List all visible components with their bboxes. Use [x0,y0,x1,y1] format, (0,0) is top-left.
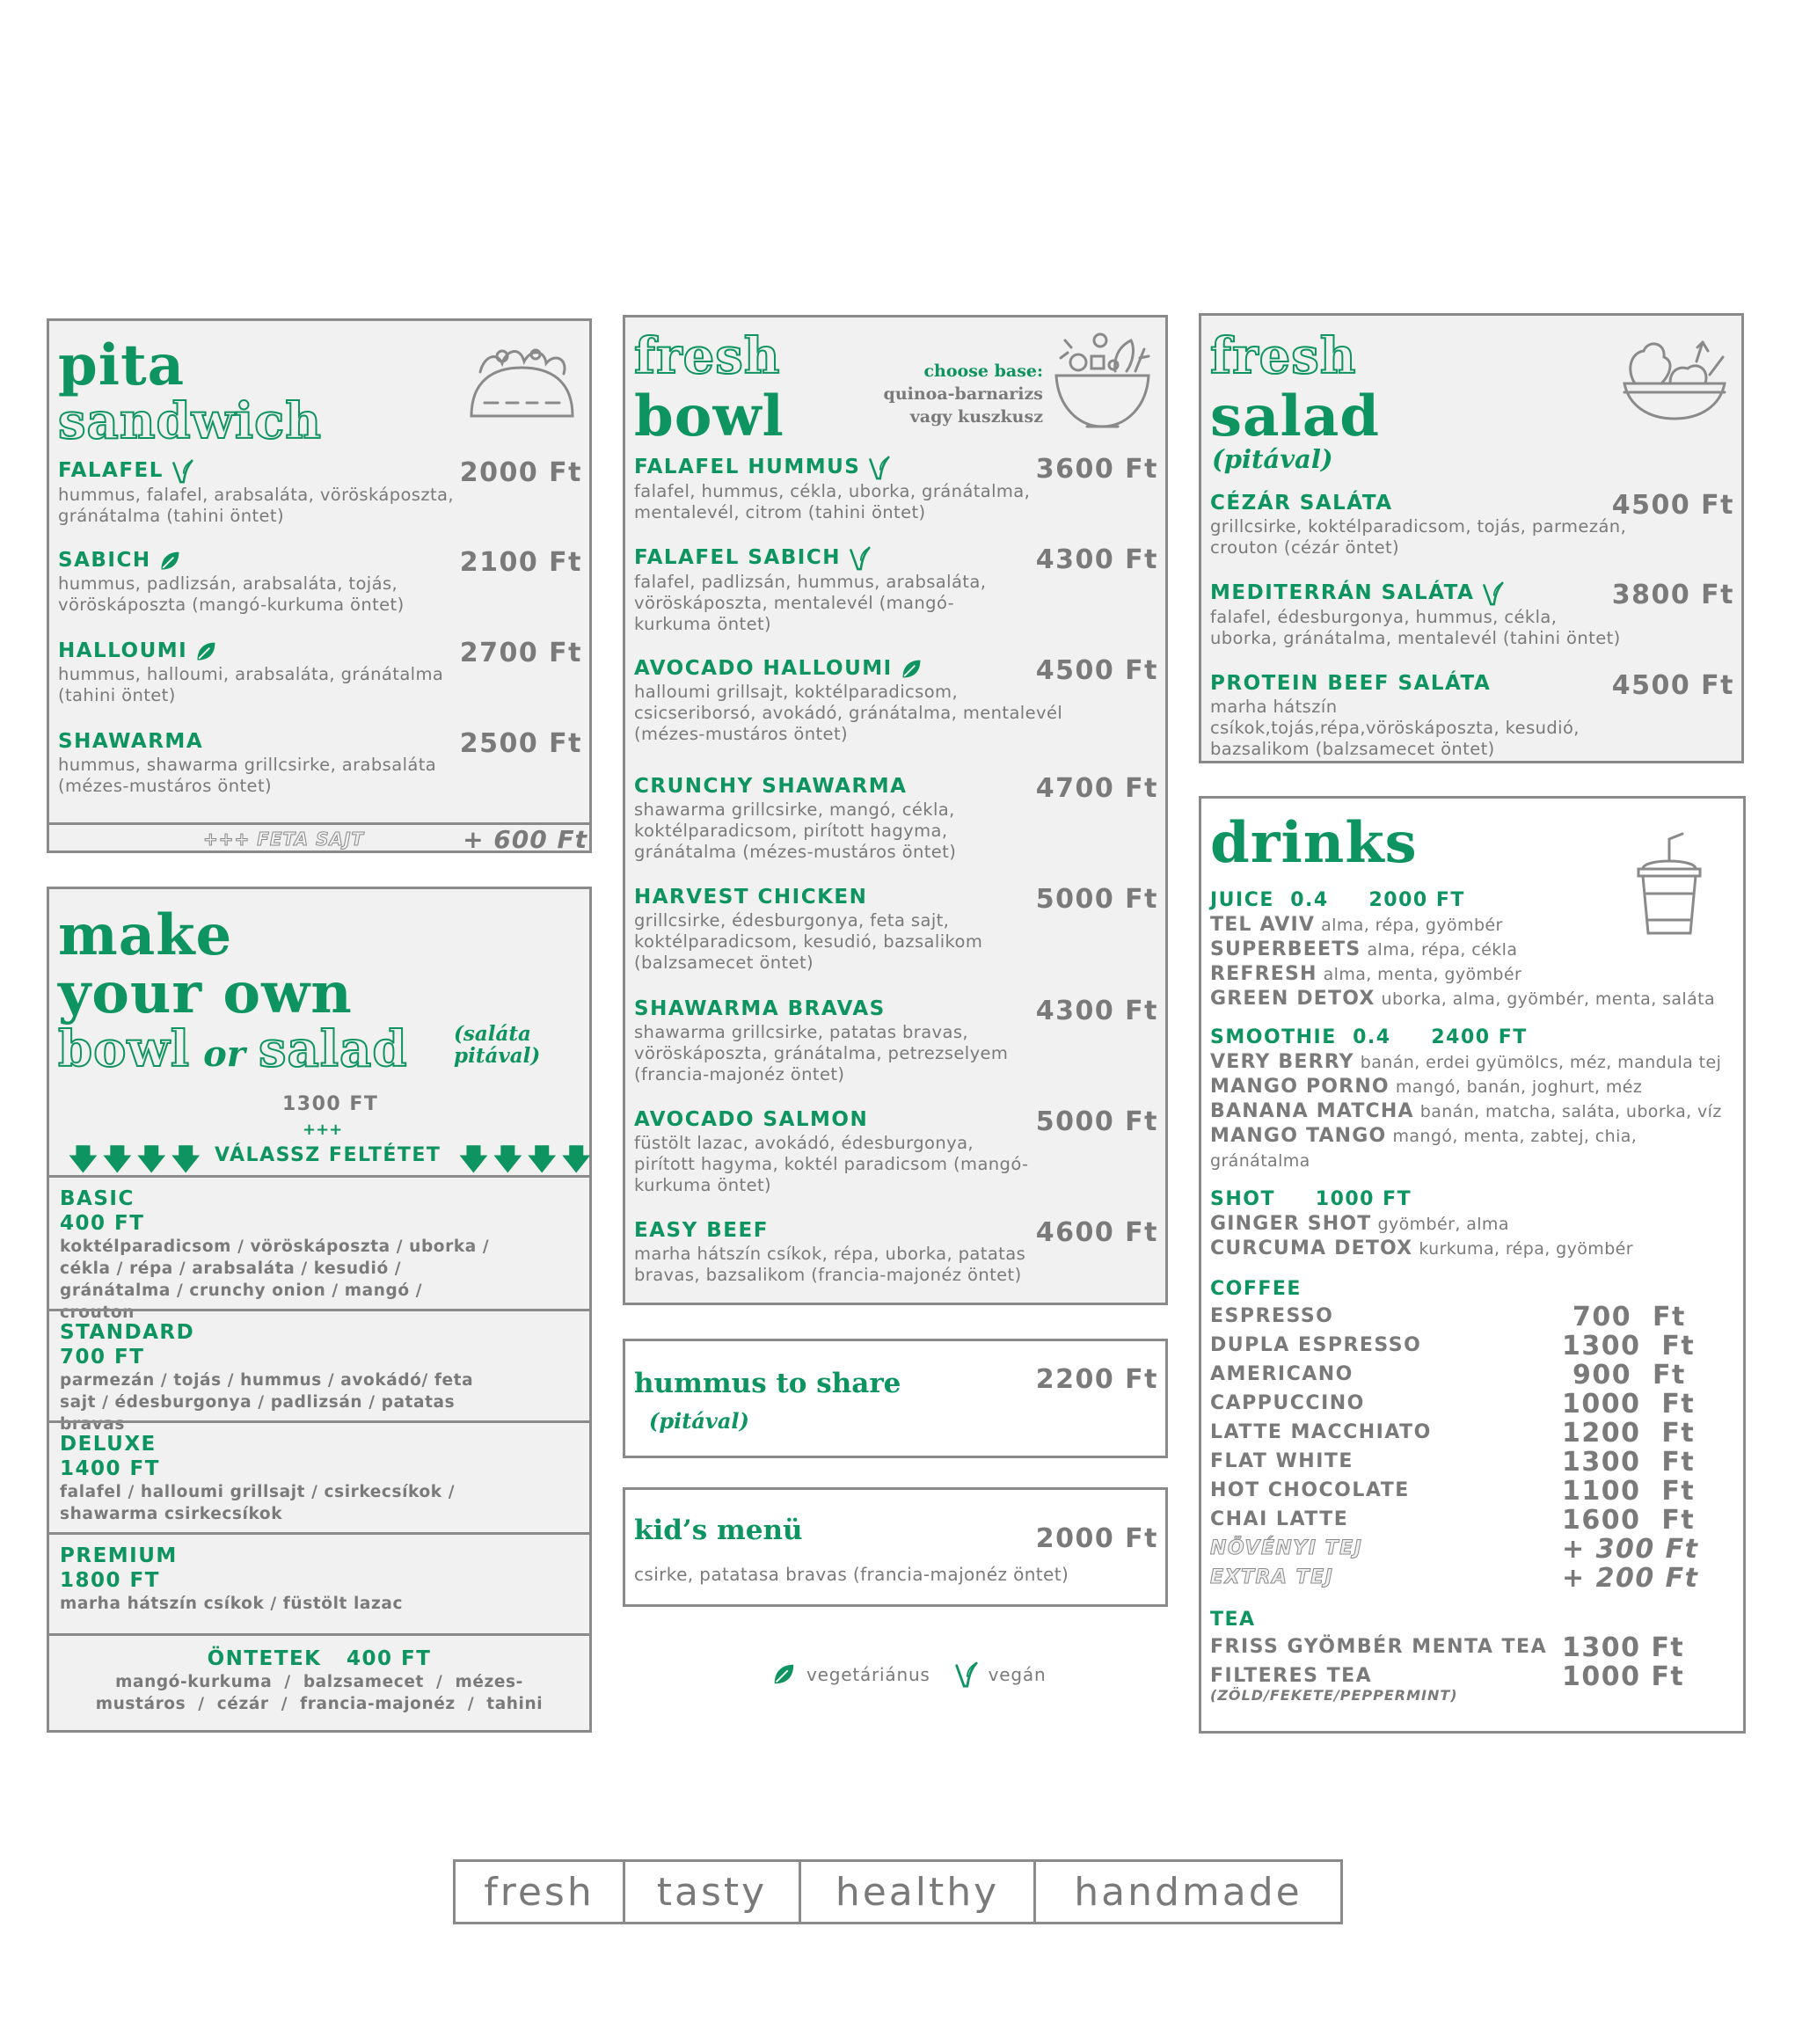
tea-head: TEA [1210,1609,1256,1631]
tagline-healthy: healthy [801,1862,1036,1922]
coffee-name: CAPPUCCINO [1210,1392,1365,1414]
item-desc: shawarma grillcsirke, patatas bravas, vöröskáposzta, gránátalma, petrezselyem (francia-majonéz öntet) [634,1022,1009,1084]
salad-item[interactable] [1210,580,1734,649]
vegan-icon [171,458,193,485]
smoothie-head: SMOOTHIE 0.4 2400 FT [1210,1026,1528,1048]
item-desc: falafel, édesburgonya, hummus, cékla, uborka, gránátalma, mentalevél (tahini öntet) [1210,606,1621,648]
item-name: AVOCADO SALMON [634,1108,869,1131]
shot-head: SHOT 1000 FT [1210,1188,1412,1210]
myo-section-standard[interactable] [49,1309,589,1434]
item-name: AVOCADO HALLOUMI [634,657,893,680]
bowl-title-1: fresh [634,327,781,385]
item-price: 2000 Ft [459,457,582,488]
coffee-price: 1000 Ft [1562,1389,1696,1420]
hummus-panel[interactable] [623,1339,1168,1458]
drink-desc: mangó, banán, joghurt, méz [1395,1077,1643,1097]
tea-name: FRISS GYÖMBÉR MENTA TEA [1210,1636,1548,1658]
coffee-extra[interactable] [1210,1563,1736,1592]
pita-panel [47,318,592,853]
drink-name: BANANA MATCHA [1210,1100,1414,1122]
myo-dressings [49,1633,589,1730]
extra-price: + 300 Ft [1562,1534,1699,1565]
drink-item[interactable] [1210,1212,1736,1237]
coffee-name: LATTE MACCHIATO [1210,1421,1432,1443]
choose-base [845,360,1043,428]
item-price: 2700 Ft [459,638,582,668]
item-desc: hummus, halloumi, arabsaláta, gránátalma (tahini öntet) [58,664,444,705]
item-desc: shawarma grillcsirke, mangó, cékla, koktélparadicsom, pirított hagyma, gránátalma (mézes-mustáros öntet) [634,799,957,862]
bowl-item[interactable] [634,1106,1158,1196]
item-desc: hummus, falafel, arabsaláta, vöröskáposzta, gránátalma (tahini öntet) [58,484,454,526]
item-name: FALAFEL [58,459,164,482]
drink-name: MANGO PORNO [1210,1076,1390,1098]
coffee-price: 1600 Ft [1562,1505,1696,1536]
item-desc: marha hátszín csíkok,tojás,répa,vöröskáposzta, kesudió, bazsalikom (balzsamecet öntet) [1210,697,1580,759]
item-desc: hummus, shawarma grillcsirke, arabsaláta (mézes-mustáros öntet) [58,755,437,796]
feta-extra-row [49,822,589,853]
section-name: BASIC [60,1187,135,1210]
myo-section-deluxe[interactable] [49,1420,589,1532]
drink-name: GINGER SHOT [1210,1213,1372,1235]
myo-choose: VÁLASSZ FELTÉTET [215,1144,441,1166]
tea-price: 1300 Ft [1562,1632,1685,1663]
myo-note: (saláta pitával) [454,1022,541,1068]
tea-name: FILTERES TEA [1210,1665,1373,1687]
item-desc: grillcsirke, édesburgonya, feta sajt, koktélparadicsom, kesudió, bazsalikom (balzsamecet öntet) [634,910,983,973]
drink-item[interactable] [1210,913,1736,938]
section-desc: falafel / halloumi grillsajt / csirkecsíkok / shawarma csirkecsíkok [60,1483,456,1523]
coffee-price: 1200 Ft [1562,1418,1696,1449]
coffee-extra[interactable] [1210,1534,1736,1563]
item-desc: füstölt lazac, avokádó, édesburgonya, pirított hagyma, koktél paradicsom (mangó-kurkuma öntet) [634,1133,1029,1195]
item-name: FALAFEL HUMMUS [634,456,861,478]
myo-section-premium[interactable] [49,1532,589,1633]
bowl-item[interactable] [634,1217,1158,1286]
salad-bowl-icon [1622,335,1727,423]
tea-item[interactable] [1210,1661,1736,1690]
drink-desc: banán, erdei gyümölcs, méz, mandula tej [1360,1053,1722,1072]
item-desc: falafel, padlizsán, hummus, arabsaláta, vöröskáposzta, mentalevél (mangó-kurkuma öntet) [634,571,987,634]
feta-extra-label: +++ FETA SAJT [203,829,365,850]
item-name: FALAFEL SABICH [634,546,841,569]
item-desc: grillcsirke, koktélparadicsom, tojás, parmezán, crouton (cézár öntet) [1210,516,1627,558]
drink-item[interactable] [1210,1099,1736,1124]
vegetarian-icon [771,1662,796,1687]
item-name: HARVEST CHICKEN [634,886,868,909]
salad-title-1: fresh [1210,327,1357,385]
hummus-sub: (pitával) [649,1408,749,1434]
item-price: 3600 Ft [1035,454,1158,485]
section-name: STANDARD [60,1321,195,1344]
kids-panel[interactable] [623,1487,1168,1607]
item-price: 4300 Ft [1035,996,1158,1026]
myo-section-basic[interactable] [49,1175,589,1322]
bowl-item[interactable] [634,773,1158,863]
extra-name: EXTRA TEJ [1210,1566,1334,1588]
coffee-head: COFFEE [1210,1278,1302,1300]
section-name: DELUXE [60,1433,157,1456]
vegetarian-icon [900,657,923,682]
tagline-fresh: fresh [456,1862,625,1922]
coffee-price: 1100 Ft [1562,1476,1696,1507]
make-your-own-panel [47,887,596,1733]
base-option-2: vagy kuszkusz [909,407,1043,427]
section-price: 700 FT [60,1346,145,1369]
drinks-panel [1199,796,1746,1734]
coffee-name: CHAI LATTE [1210,1508,1349,1530]
bowl-item[interactable] [634,544,1158,635]
bowl-icon [1052,323,1153,433]
bowl-item[interactable] [634,996,1158,1085]
myo-base-price: 1300 FT [282,1093,379,1115]
drink-desc: uborka, alma, gyömbér, menta, saláta [1381,989,1716,1009]
arrows-right: 🡇🡇🡇🡇 [459,1142,596,1176]
dressings-title: ÖNTETEK 400 FT [207,1647,432,1670]
extra-price: + 200 Ft [1562,1563,1699,1594]
myo-title-2: your own [58,960,353,1026]
item-name: MEDITERRÁN SALÁTA [1210,581,1475,604]
section-price: 1400 FT [60,1457,160,1480]
word-salad: salad [258,1020,408,1078]
item-price: 2100 Ft [459,547,582,578]
item-name: CRUNCHY SHAWARMA [634,775,908,798]
coffee-item[interactable] [1210,1447,1736,1476]
legend-vegan: vegán [988,1664,1047,1685]
drink-name: REFRESH [1210,963,1317,985]
coffee-price: 1300 Ft [1562,1447,1696,1478]
pita-item[interactable] [58,547,582,616]
vegan-icon [867,455,890,481]
tea-item[interactable] [1210,1632,1736,1661]
feta-extra-price: + 600 Ft [463,825,587,854]
drink-desc: gyömbér, alma [1377,1215,1509,1234]
coffee-price: 1300 Ft [1562,1331,1696,1361]
myo-plus: +++ [303,1121,343,1139]
drink-desc: alma, répa, cékla [1367,940,1518,960]
coffee-price: 900 Ft [1562,1360,1686,1391]
coffee-item[interactable] [1210,1360,1736,1389]
drink-name: SUPERBEETS [1210,938,1361,960]
drink-item[interactable] [1210,1075,1736,1099]
tagline-tasty: tasty [625,1862,801,1922]
salad-title-2: salad [1210,383,1381,449]
item-price: 4500 Ft [1611,490,1734,521]
myo-title-1: make [58,902,233,968]
coffee-item[interactable] [1210,1389,1736,1418]
vegan-icon [953,1661,978,1689]
coffee-item[interactable] [1210,1302,1736,1331]
extra-name: NÖVÉNYI TEJ [1210,1537,1363,1559]
myo-title-3 [58,1020,408,1078]
vegetarian-icon [194,639,217,664]
dressings-list: mangó-kurkuma / balzsamecet / mézes-mustáros / cézár / francia-majonéz / tahini [95,1673,544,1713]
drinks-title: drinks [1210,810,1418,876]
item-price: 3800 Ft [1611,580,1734,610]
drink-name: CURCUMA DETOX [1210,1237,1413,1259]
item-name: PROTEIN BEEF SALÁTA [1210,672,1492,695]
section-desc: marha hátszín csíkok / füstölt lazac [60,1595,404,1613]
drink-name: GREEN DETOX [1210,988,1375,1010]
item-price: 4500 Ft [1035,655,1158,686]
drink-desc: alma, répa, gyömbér [1321,916,1503,935]
choose-base-label: choose base: [923,361,1043,381]
section-desc: parmezán / tojás / hummus / avokádó/ feta sajt / édesburgonya / padlizsán / patatas bravas [60,1371,474,1434]
kids-price: 2000 Ft [1035,1523,1158,1554]
pita-subtitle: sandwich [58,392,322,450]
tea-price: 1000 Ft [1562,1661,1685,1692]
drinks-body [1210,888,1736,1704]
legend-vegetarian: vegetáriánus [806,1664,930,1685]
drink-desc: banán, matcha, saláta, uborka, víz [1419,1102,1722,1121]
coffee-name: FLAT WHITE [1210,1450,1354,1472]
coffee-name: ESPRESSO [1210,1305,1334,1327]
coffee-item[interactable] [1210,1505,1736,1534]
pita-item[interactable] [58,457,582,527]
drink-item[interactable] [1210,1124,1736,1173]
bowl-title-2: bowl [634,383,784,449]
item-name: SHAWARMA [58,730,204,753]
base-option-1: quinoa-barnarizs [883,384,1043,404]
hummus-price: 2200 Ft [1035,1364,1158,1395]
legend [771,1661,1046,1689]
coffee-name: DUPLA ESPRESSO [1210,1334,1422,1356]
drink-desc: mangó, menta, zabtej, chia, gránátalma [1210,1127,1638,1171]
item-price: 5000 Ft [1035,884,1158,915]
vegetarian-icon [158,549,181,573]
section-price: 1800 FT [60,1569,160,1592]
item-price: 2500 Ft [459,728,582,759]
item-price: 4500 Ft [1611,670,1734,701]
item-desc: falafel, hummus, cékla, uborka, gránátalma, mentalevél, citrom (tahini öntet) [634,480,1031,522]
vegan-icon [1481,580,1504,607]
salad-item[interactable] [1210,490,1734,558]
arrows-left: 🡇🡇🡇🡇 [69,1142,206,1176]
salad-sub: (pitával) [1212,444,1333,474]
word-or: or [203,1033,245,1075]
drink-item[interactable] [1210,987,1736,1011]
drink-name: VERY BERRY [1210,1051,1354,1073]
pita-item[interactable] [58,728,582,797]
tagline-bar [453,1859,1343,1924]
vegan-icon [848,545,871,572]
drink-item[interactable] [1210,1237,1736,1261]
drink-desc: alma, menta, gyömbér [1323,965,1522,984]
item-desc: marha hátszín csíkok, répa, uborka, patatas bravas, bazsalikom (francia-majonéz öntet) [634,1244,1026,1285]
pita-item[interactable] [58,638,582,706]
drink-item[interactable] [1210,962,1736,987]
item-name: CÉZÁR SALÁTA [1210,492,1393,515]
bowl-item[interactable] [634,454,1158,523]
drink-desc: kurkuma, répa, gyömbér [1419,1239,1633,1259]
bowl-item[interactable] [634,884,1158,974]
item-desc: halloumi grillsajt, koktélparadicsom, csicseriborsó, avokádó, gránátalma, mentalevél (mézes-mustáros öntet) [634,682,1063,744]
pita-title: pita [58,332,186,398]
drink-name: MANGO TANGO [1210,1125,1387,1147]
tea-note: (ZÖLD/FEKETE/PEPPERMINT) [1210,1687,1458,1704]
drink-item[interactable] [1210,938,1736,962]
salad-item[interactable] [1210,670,1734,760]
item-price: 4600 Ft [1035,1217,1158,1248]
taco-icon [467,337,577,425]
coffee-name: HOT CHOCOLATE [1210,1479,1410,1501]
coffee-item[interactable] [1210,1331,1736,1360]
hummus-title: hummus to share [634,1368,901,1399]
drink-item[interactable] [1210,1050,1736,1075]
item-price: 4700 Ft [1035,773,1158,804]
coffee-item[interactable] [1210,1418,1736,1447]
section-name: PREMIUM [60,1544,178,1567]
bowl-item[interactable] [634,655,1158,745]
coffee-item[interactable] [1210,1476,1736,1505]
tagline-handmade: handmade [1074,1869,1302,1915]
bowl-panel [623,315,1168,1305]
drink-name: TEL AVIV [1210,914,1316,936]
word-bowl: bowl [58,1020,190,1078]
item-price: 4300 Ft [1035,544,1158,575]
item-name: HALLOUMI [58,639,188,662]
salad-panel [1199,313,1744,763]
section-desc: koktélparadicsom / vöröskáposzta / uborka / cékla / répa / arabsaláta / kesudió / gránátalma / crunchy onion / mangó / crouton [60,1237,490,1322]
item-name: EASY BEEF [634,1219,769,1242]
section-price: 400 FT [60,1212,145,1235]
item-name: SHAWARMA BRAVAS [634,997,886,1020]
kids-title: kid’s menü [634,1515,803,1546]
item-price: 5000 Ft [1035,1106,1158,1137]
coffee-name: AMERICANO [1210,1363,1354,1385]
coffee-price: 700 Ft [1562,1302,1686,1332]
kids-desc: csirke, patatasa bravas (francia-majonéz öntet) [634,1564,1069,1585]
item-name: SABICH [58,549,151,572]
item-desc: hummus, padlizsán, arabsaláta, tojás, vöröskáposzta (mangó-kurkuma öntet) [58,573,405,615]
juice-head: JUICE 0.4 2000 FT [1210,889,1465,911]
